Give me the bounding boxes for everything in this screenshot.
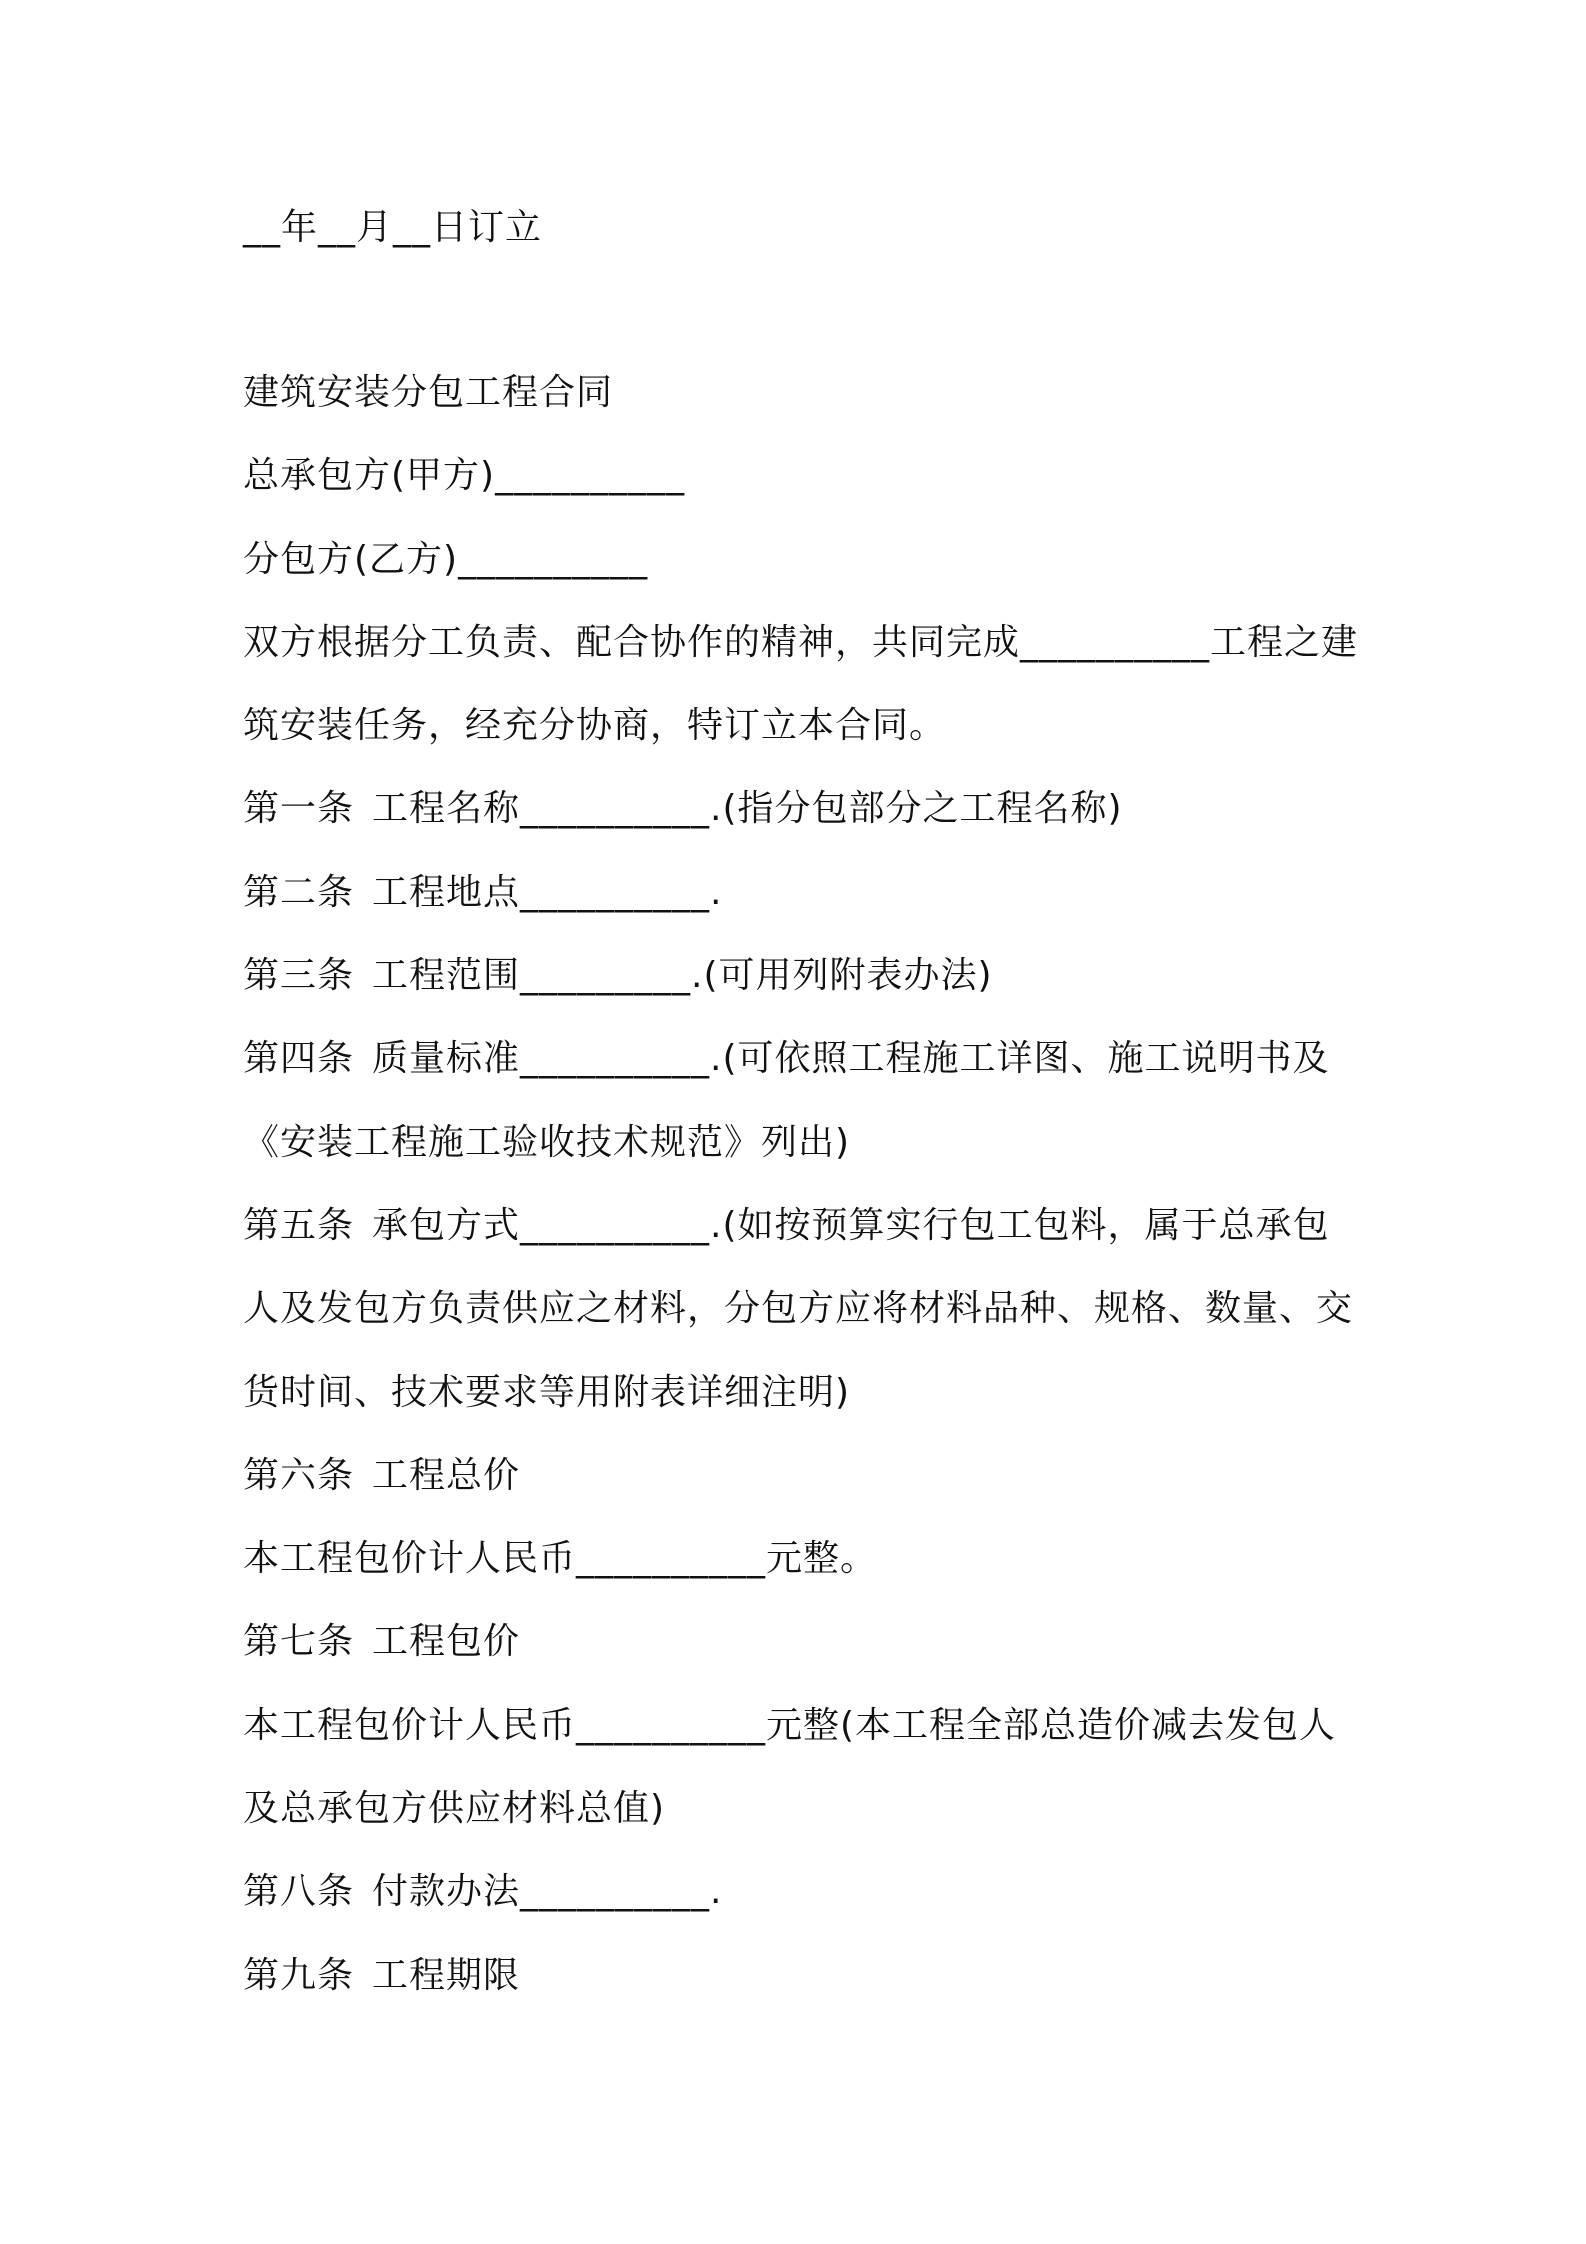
clause-4-continuation: 《安装工程施工验收技术规范》列出) xyxy=(243,1121,851,1163)
clause-number: 第七条 xyxy=(243,1621,355,1663)
clause-number: 第八条 xyxy=(243,1871,355,1913)
clause-number: 第四条 xyxy=(243,1038,355,1080)
clause-7 xyxy=(243,1612,1363,1695)
clause-number: 第五条 xyxy=(243,1204,355,1246)
clause-6 xyxy=(243,1446,1363,1529)
clause-3 xyxy=(243,946,1363,1029)
clause-number: 第九条 xyxy=(243,1954,355,1996)
clause-7-content-1: 本工程包价计人民币__________元整(本工程全部总造价减去发包人 xyxy=(243,1704,1337,1746)
clause-text: 付款办法__________. xyxy=(372,1871,723,1913)
clause-text: 工程包价 xyxy=(372,1621,521,1663)
clause-7-content-2: 及总承包方供应材料总值) xyxy=(243,1788,666,1830)
party-b-line: 分包方(乙方)__________ xyxy=(243,538,649,580)
clause-number: 第六条 xyxy=(243,1454,355,1496)
contract-title: 建筑安装分包工程合同 xyxy=(243,372,614,413)
clause-5 xyxy=(243,1196,1363,1279)
clause-number: 第一条 xyxy=(243,788,355,830)
clause-5-continuation-2: 货时间、技术要求等用附表详细注明) xyxy=(243,1371,851,1413)
contract-date-line: __年__月__日订立 xyxy=(243,207,543,248)
clause-5-continuation-1: 人及发包方负责供应之材料，分包方应将材料品种、规格、数量、交 xyxy=(243,1288,1354,1330)
clause-2 xyxy=(243,863,1363,946)
clause-8 xyxy=(243,1862,1363,1945)
clause-text: 工程期限 xyxy=(372,1954,521,1996)
party-a-line: 总承包方(甲方)__________ xyxy=(243,455,686,497)
clause-text: 质量标准__________.(可依照工程施工详图、施工说明书及 xyxy=(372,1038,1330,1080)
clause-9 xyxy=(243,1946,1363,2029)
clause-number: 第三条 xyxy=(243,955,355,997)
clause-text: 工程总价 xyxy=(372,1454,521,1496)
contract-body xyxy=(243,363,1363,2029)
clause-number: 第二条 xyxy=(243,871,355,913)
clause-text: 工程名称__________.(指分包部分之工程名称) xyxy=(372,788,1123,830)
clause-1 xyxy=(243,779,1363,862)
clause-text: 工程地点__________. xyxy=(372,871,723,913)
intro-paragraph-line-2: 筑安装任务，经充分协商，特订立本合同。 xyxy=(243,705,947,747)
clause-text: 工程范围_________.(可用列附表办法) xyxy=(372,955,993,997)
clause-text: 承包方式__________.(如按预算实行包工包料，属于总承包 xyxy=(372,1204,1330,1246)
intro-paragraph-line-1: 双方根据分工负责、配合协作的精神，共同完成__________工程之建 xyxy=(243,621,1359,663)
clause-6-content: 本工程包价计人民币__________元整。 xyxy=(243,1538,878,1580)
clause-4 xyxy=(243,1029,1363,1112)
